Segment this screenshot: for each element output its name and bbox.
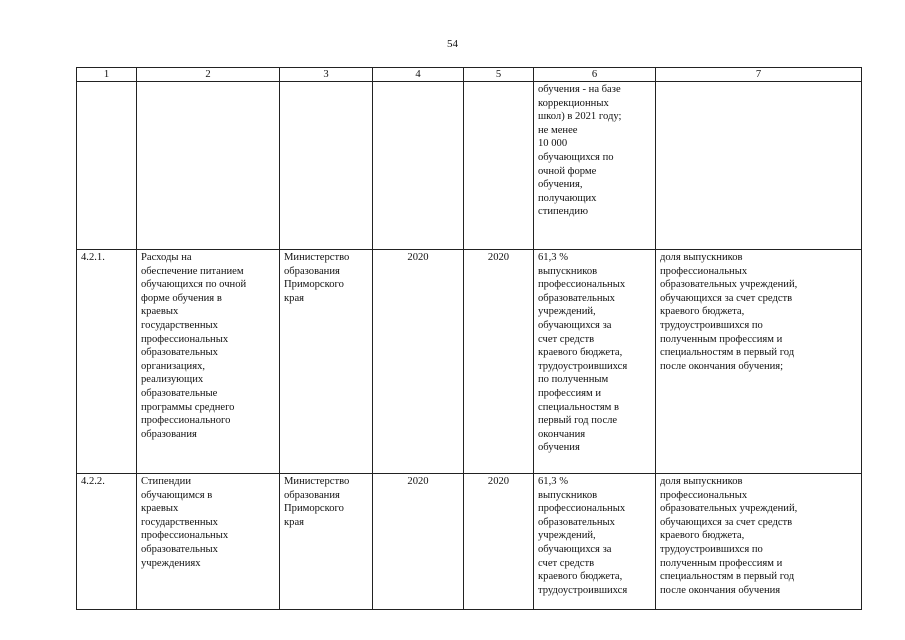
cell-start-year xyxy=(373,82,464,250)
column-header-4: 4 xyxy=(373,68,464,82)
cell-indicator: доля выпускников профессиональных образовательных учреждений, обучающихся за счет средств краевого бюджета, трудоустроившихся по полученным профессиям и специальностям в первый год после окончания обучения; xyxy=(656,250,862,474)
cell-executor xyxy=(280,82,373,250)
cell-executor: Министерство образования Приморского края xyxy=(280,474,373,610)
cell-result: обучения - на базе коррекционных школ) в 2021 году; не менее 10 000 обучающихся по очной форме обучения, получающих стипендию xyxy=(534,82,656,250)
table-row xyxy=(77,474,862,610)
table-row-continuation xyxy=(77,82,862,250)
cell-number xyxy=(77,82,137,250)
cell-end-year xyxy=(464,82,534,250)
cell-number: 4.2.2. xyxy=(77,474,137,610)
cell-number: 4.2.1. xyxy=(77,250,137,474)
column-header-7: 7 xyxy=(656,68,862,82)
cell-result: 61,3 % выпускников профессиональных образовательных учреждений, обучающихся за счет средств краевого бюджета, трудоустроившихся xyxy=(534,474,656,610)
cell-name: Расходы на обеспечение питанием обучающихся по очной форме обучения в краевых государственных профессиональных образовательных организациях, реализующих образовательные программы среднего профессионального образования xyxy=(137,250,280,474)
cell-end-year: 2020 xyxy=(464,250,534,474)
column-header-2: 2 xyxy=(137,68,280,82)
page-number: 54 xyxy=(447,38,458,50)
cell-result: 61,3 % выпускников профессиональных образовательных учреждений, обучающихся за счет средств краевого бюджета, трудоустроившихся по полученным профессиям и специальностям в первый год после окончания обучения xyxy=(534,250,656,474)
table-row xyxy=(77,250,862,474)
cell-name: Стипендии обучающимся в краевых государственных профессиональных образовательных учреждениях xyxy=(137,474,280,610)
cell-name xyxy=(137,82,280,250)
column-header-1: 1 xyxy=(77,68,137,82)
cell-end-year: 2020 xyxy=(464,474,534,610)
cell-indicator: доля выпускников профессиональных образовательных учреждений, обучающихся за счет средств краевого бюджета, трудоустроившихся по полученным профессиям и специальностям в первый год после окончания обучения xyxy=(656,474,862,610)
cell-start-year: 2020 xyxy=(373,474,464,610)
column-header-5: 5 xyxy=(464,68,534,82)
cell-start-year: 2020 xyxy=(373,250,464,474)
cell-executor: Министерство образования Приморского края xyxy=(280,250,373,474)
cell-indicator xyxy=(656,82,862,250)
program-table xyxy=(76,67,862,610)
column-header-3: 3 xyxy=(280,68,373,82)
column-header-6: 6 xyxy=(534,68,656,82)
header-row xyxy=(77,68,862,82)
